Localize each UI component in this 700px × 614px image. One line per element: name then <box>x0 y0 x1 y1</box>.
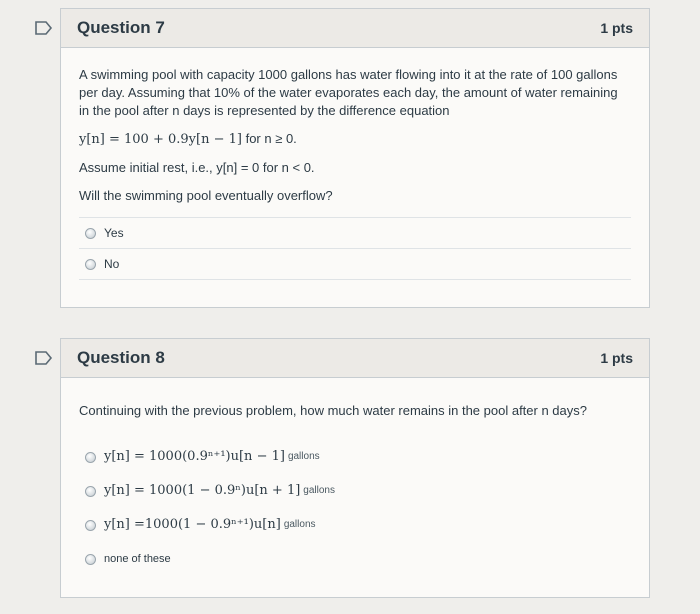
question-8-points: 1 pts <box>600 350 633 366</box>
answer-unit: gallons <box>283 519 316 530</box>
question-7-points: 1 pts <box>600 20 633 36</box>
question-7-header <box>61 9 649 48</box>
radio-icon[interactable] <box>85 520 96 531</box>
answer-math: y[n] = 1000(0.9ⁿ⁺¹)u[n − 1] <box>104 449 285 464</box>
question-7-equation <box>79 130 631 149</box>
answer-label: No <box>104 257 120 271</box>
answer-yes[interactable] <box>79 217 631 248</box>
answer-math: y[n] =1000(1 − 0.9ⁿ⁺¹)u[n] <box>104 517 281 532</box>
question-8-header <box>61 339 649 378</box>
question-8-body <box>61 378 649 586</box>
flag-question-icon[interactable] <box>35 351 53 365</box>
question-7-initial-condition: Assume initial rest, i.e., y[n] = 0 for n < 0. <box>79 160 315 175</box>
question-7-answers <box>79 217 631 280</box>
answer-option-3[interactable] <box>79 508 631 542</box>
question-8-card <box>60 338 650 598</box>
equation-condition: for n ≥ 0. <box>245 131 297 146</box>
question-7-question: Will the swimming pool eventually overflow? <box>79 188 333 203</box>
question-8-answers <box>79 440 631 576</box>
answer-option-1[interactable] <box>79 440 631 474</box>
radio-icon[interactable] <box>85 452 96 463</box>
question-7-body <box>61 48 649 290</box>
answer-unit: gallons <box>303 485 335 496</box>
answer-math: y[n] = 1000(1 − 0.9ⁿ)u[n + 1] <box>104 483 301 498</box>
question-8-prompt: Continuing with the previous problem, how much water remains in the pool after n days? <box>79 403 587 418</box>
answer-option-4[interactable] <box>79 542 631 576</box>
answer-unit: gallons <box>287 451 320 462</box>
answer-label: none of these <box>104 553 171 565</box>
answer-label: Yes <box>104 226 124 240</box>
radio-icon[interactable] <box>85 554 96 565</box>
radio-icon[interactable] <box>85 259 96 270</box>
radio-icon[interactable] <box>85 486 96 497</box>
question-8-title: Question 8 <box>77 348 165 367</box>
question-7-card <box>60 8 650 308</box>
answer-option-2[interactable] <box>79 474 631 508</box>
difference-equation: y[n] = 100 + 0.9y[n − 1] <box>79 132 242 147</box>
question-7-title: Question 7 <box>77 18 165 37</box>
flag-question-icon[interactable] <box>35 21 53 35</box>
answer-no[interactable] <box>79 248 631 280</box>
radio-icon[interactable] <box>85 228 96 239</box>
question-7-prompt: A swimming pool with capacity 1000 gallons has water flowing into it at the rate of 100 gallons per day. Assuming that 10% of the water evaporates each day, the amount of water remaining in the pool after n days is represented by the difference equation <box>79 67 618 118</box>
